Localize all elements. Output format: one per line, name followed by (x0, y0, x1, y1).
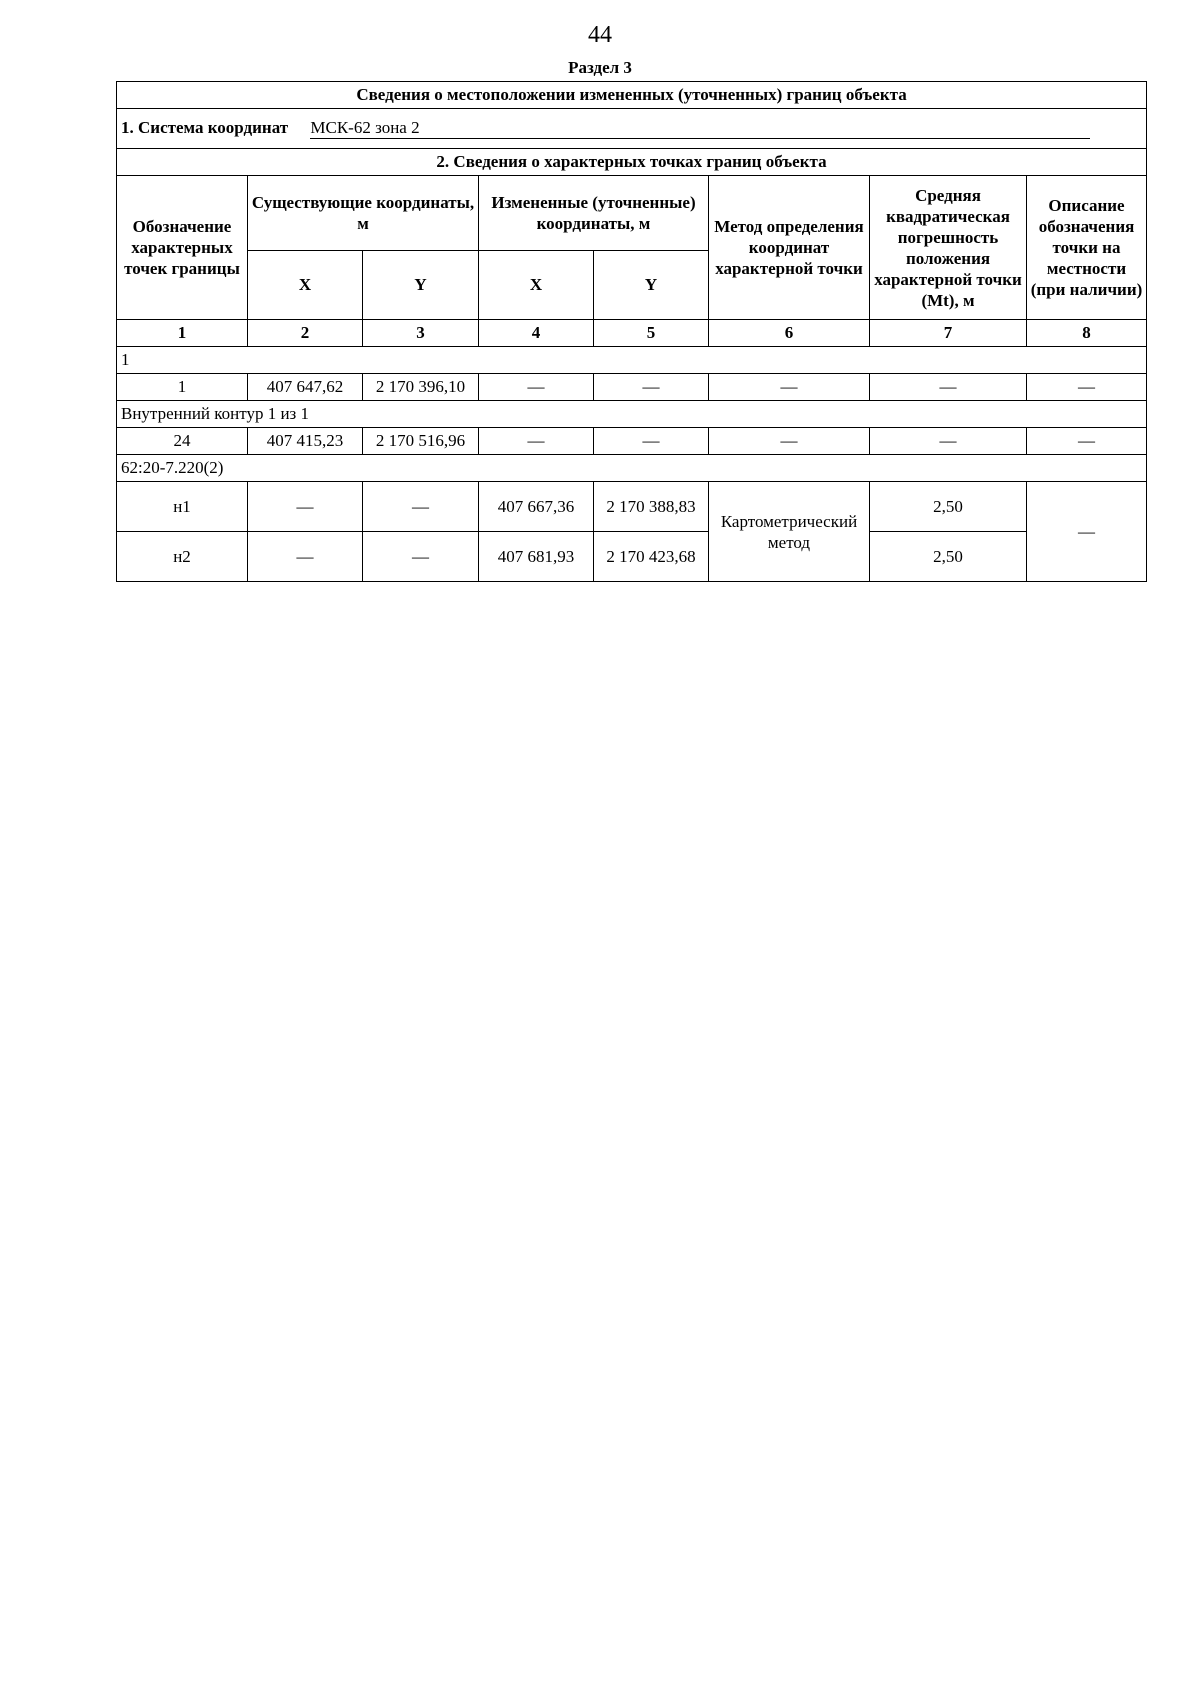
column-number: 1 (117, 320, 248, 347)
column-numbers-row (117, 320, 1147, 347)
column-number: 3 (363, 320, 479, 347)
header-error: Средняя квадратическая погрешность положения характерной точки (Mt), м (870, 176, 1027, 320)
existing-x: 407 415,23 (248, 428, 363, 455)
table-row (117, 428, 1147, 455)
group-title: 1 (117, 347, 1147, 374)
description-cell: — (1027, 428, 1147, 455)
table-title: Сведения о местоположении измененных (уточненных) границ объекта (117, 82, 1147, 109)
changed-y: 2 170 388,83 (594, 482, 709, 532)
changed-x: 407 681,93 (479, 532, 594, 582)
header-changed: Измененные (уточненные) координаты, м (479, 176, 709, 251)
points-title: 2. Сведения о характерных точках границ объекта (117, 149, 1147, 176)
changed-x: 407 667,36 (479, 482, 594, 532)
page-number: 44 (588, 22, 612, 48)
existing-y: 2 170 516,96 (363, 428, 479, 455)
changed-y: — (594, 374, 709, 401)
column-number: 8 (1027, 320, 1147, 347)
column-number: 6 (709, 320, 870, 347)
description-cell: — (1027, 482, 1147, 582)
method-cell: — (709, 428, 870, 455)
error-cell: — (870, 428, 1027, 455)
point-id: н1 (117, 482, 248, 532)
header-changed-y: Y (594, 251, 709, 320)
parcel-title: 62:20-7.220(2) (117, 455, 1147, 482)
coord-system-row (117, 109, 1147, 149)
table-row (117, 532, 1147, 582)
header-description: Описание обозначения точки на местности (при наличии) (1027, 176, 1147, 320)
method-cell: Картометрический метод (709, 482, 870, 582)
changed-x: — (479, 374, 594, 401)
coord-system-label: 1. Система координат (121, 118, 289, 137)
description-cell: — (1027, 374, 1147, 401)
table-row (117, 374, 1147, 401)
header-designation: Обозначение характерных точек границы (117, 176, 248, 320)
existing-x: — (248, 532, 363, 582)
existing-y: — (363, 482, 479, 532)
changed-y: 2 170 423,68 (594, 532, 709, 582)
header-method: Метод определения координат характерной точки (709, 176, 870, 320)
coord-system-value: МСК-62 зона 2 (310, 118, 1090, 139)
point-id: 24 (117, 428, 248, 455)
section-title: Раздел 3 (568, 58, 632, 77)
error-cell: — (870, 374, 1027, 401)
column-number: 7 (870, 320, 1027, 347)
existing-y: 2 170 396,10 (363, 374, 479, 401)
existing-y: — (363, 532, 479, 582)
changed-y: — (594, 428, 709, 455)
existing-x: — (248, 482, 363, 532)
column-number: 5 (594, 320, 709, 347)
header-existing-x: X (248, 251, 363, 320)
header-existing-y: Y (363, 251, 479, 320)
point-id: н2 (117, 532, 248, 582)
changed-x: — (479, 428, 594, 455)
table-row (117, 482, 1147, 532)
existing-x: 407 647,62 (248, 374, 363, 401)
column-number: 2 (248, 320, 363, 347)
method-cell: — (709, 374, 870, 401)
header-existing: Существующие координаты, м (248, 176, 479, 251)
header-changed-x: X (479, 251, 594, 320)
error-cell: 2,50 (870, 482, 1027, 532)
group-title: Внутренний контур 1 из 1 (117, 401, 1147, 428)
point-id: 1 (117, 374, 248, 401)
boundary-table (116, 81, 1147, 582)
error-cell: 2,50 (870, 532, 1027, 582)
column-number: 4 (479, 320, 594, 347)
